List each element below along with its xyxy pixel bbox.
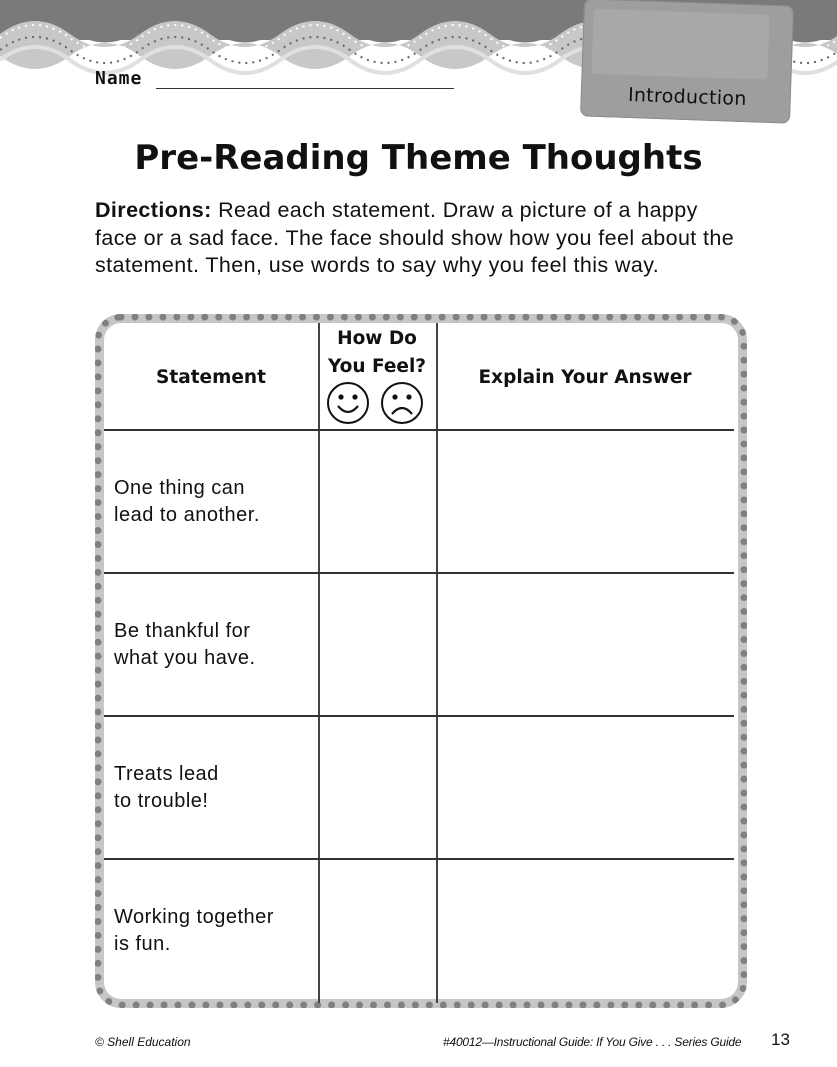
- statement-cell: [114, 618, 256, 672]
- directions-text: Read each statement. Draw a picture of a happy face or a sad face. The face should show how you feel about the statement. Then, use words to say why you feel this way.: [95, 198, 735, 277]
- happy-face-icon: [326, 381, 370, 425]
- statement-line: lead to another.: [114, 504, 260, 526]
- feel-cell-row4[interactable]: [320, 860, 436, 1003]
- explain-cell-row2[interactable]: [438, 574, 734, 715]
- directions: [95, 197, 735, 280]
- header-explain: Explain Your Answer: [478, 367, 692, 388]
- sad-face-icon: [380, 381, 424, 425]
- statement-line: One thing can: [114, 477, 246, 499]
- directions-label: Directions:: [95, 198, 212, 222]
- header-feel-line1: How Do: [337, 328, 417, 349]
- statement-line: Treats lead: [114, 763, 219, 785]
- header-statement: Statement: [156, 367, 266, 388]
- name-input-line[interactable]: [156, 68, 454, 89]
- footer-copyright: © Shell Education: [95, 1035, 191, 1049]
- feel-cell-row1[interactable]: [320, 431, 436, 572]
- statement-cell: [114, 904, 274, 958]
- statement-cell: [114, 761, 219, 815]
- footer-guide-title: #40012—Instructional Guide: If You Give . . . Series Guide: [443, 1035, 742, 1049]
- feel-cell-row3[interactable]: [320, 717, 436, 858]
- statement-line: is fun.: [114, 933, 171, 955]
- feel-cell-row2[interactable]: [320, 574, 436, 715]
- header-feel-line2: You Feel?: [327, 356, 427, 377]
- theme-table: [104, 323, 734, 1003]
- section-tab-label: Introduction: [627, 83, 748, 111]
- statement-cell: [114, 475, 260, 529]
- name-label: Name: [95, 68, 143, 89]
- statement-line: Working together: [114, 906, 274, 928]
- page-title: Pre-Reading Theme Thoughts: [134, 138, 703, 178]
- explain-cell-row3[interactable]: [438, 717, 734, 858]
- section-tab-image: [591, 9, 769, 80]
- explain-cell-row1[interactable]: [438, 431, 734, 572]
- explain-cell-row4[interactable]: [438, 860, 734, 1003]
- statement-line: to trouble!: [114, 790, 209, 812]
- page-number: 13: [771, 1030, 790, 1049]
- statement-line: Be thankful for: [114, 620, 251, 642]
- name-field-row: [95, 68, 454, 89]
- statement-line: what you have.: [114, 647, 256, 669]
